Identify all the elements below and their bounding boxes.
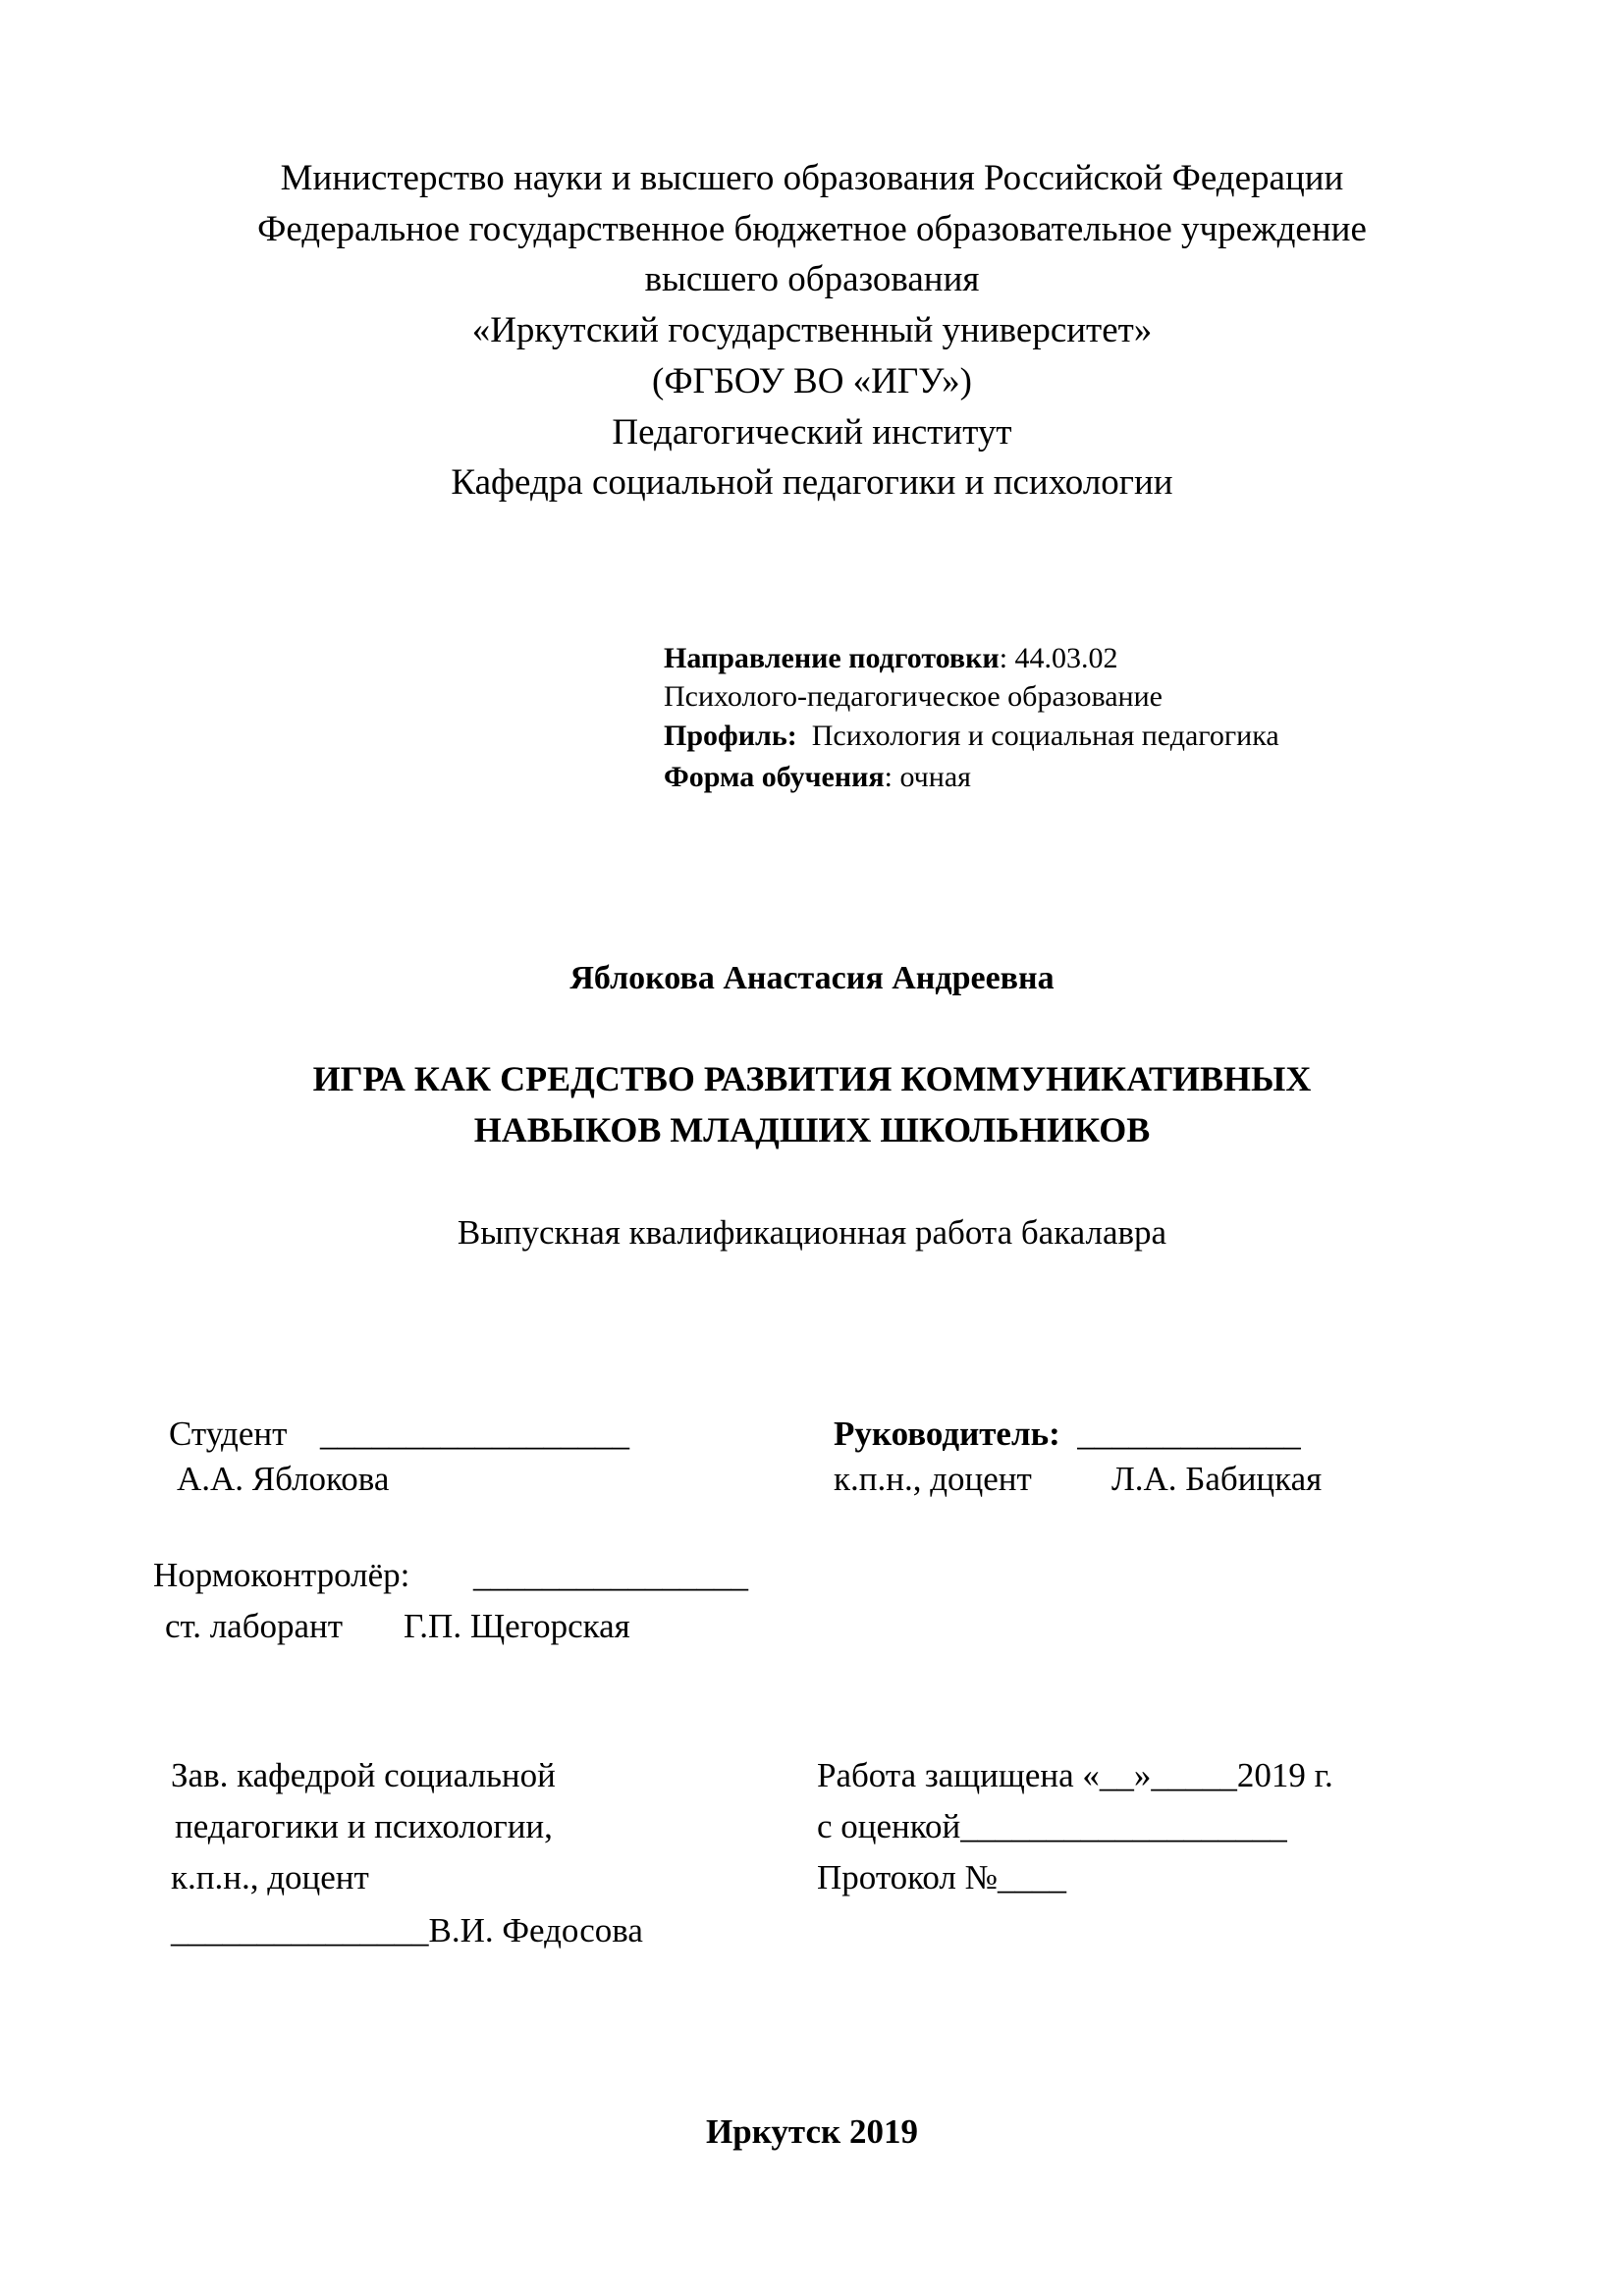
form-value: : очная — [884, 761, 971, 793]
head-title-line2: педагогики и психологии, — [175, 1807, 553, 1845]
normcontroller-signature-line: ________________ — [473, 1556, 748, 1594]
profile-value: Психология и социальная педагогика — [811, 720, 1279, 752]
direction-label: Направление подготовки — [664, 642, 1000, 674]
author-name: Яблокова Анастасия Андреевна — [569, 960, 1055, 996]
defense-grade-line: с оценкой___________________ — [817, 1807, 1287, 1845]
normcontroller-name: Г.П. Щегорская — [404, 1607, 630, 1645]
profile-label: Профиль: — [664, 720, 797, 752]
direction-line — [664, 639, 1118, 678]
supervisor-signature-line: _____________ — [1077, 1415, 1301, 1453]
university-abbr: (ФГБОУ ВО «ИГУ») — [652, 361, 972, 401]
city-year: Иркутск 2019 — [706, 2112, 918, 2151]
university-name: «Иркутский государственный университет» — [471, 310, 1153, 350]
head-title-line1: Зав. кафедрой социальной — [171, 1756, 556, 1794]
supervisor-line — [834, 1412, 1301, 1457]
department-name: Кафедра социальной педагогики и психологии — [451, 462, 1173, 503]
supervisor-name: Л.А. Бабицкая — [1111, 1460, 1323, 1498]
direction-code: : 44.03.02 — [999, 642, 1118, 674]
institution-type-line: Федеральное государственное бюджетное образовательное учреждение — [257, 209, 1367, 249]
supervisor-label: Руководитель: — [834, 1415, 1060, 1453]
head-signature-name: _______________В.И. Федосова — [171, 1911, 643, 1949]
protocol-number-line: Протокол №____ — [817, 1858, 1067, 1896]
student-label: Студент — [169, 1415, 288, 1453]
student-name: А.А. Яблокова — [177, 1460, 390, 1498]
thesis-title-line2: НАВЫКОВ МЛАДШИХ ШКОЛЬНИКОВ — [473, 1110, 1151, 1149]
normcontroller-label: Нормоконтролёр: — [153, 1556, 410, 1594]
ministry-line: Министерство науки и высшего образования Российской Федерации — [280, 158, 1344, 198]
form-line — [664, 758, 971, 797]
thesis-title-line1: ИГРА КАК СРЕДСТВО РАЗВИТИЯ КОММУНИКАТИВНЫХ — [312, 1059, 1312, 1098]
education-level-line: высшего образования — [644, 259, 980, 299]
institute-name: Педагогический институт — [612, 412, 1012, 453]
head-position: к.п.н., доцент — [171, 1858, 369, 1896]
student-signature-line: __________________ — [320, 1415, 629, 1453]
defense-date-line: Работа защищена «__»_____2019 г. — [817, 1756, 1333, 1794]
form-label: Форма обучения — [664, 761, 885, 793]
work-type: Выпускная квалификационная работа бакалавра — [457, 1213, 1167, 1252]
normcontroller-position: ст. лаборант — [165, 1607, 344, 1645]
profile-line — [664, 717, 1279, 756]
direction-name: Психолого-педагогическое образование — [664, 680, 1163, 713]
supervisor-position: к.п.н., доцент — [834, 1460, 1032, 1498]
